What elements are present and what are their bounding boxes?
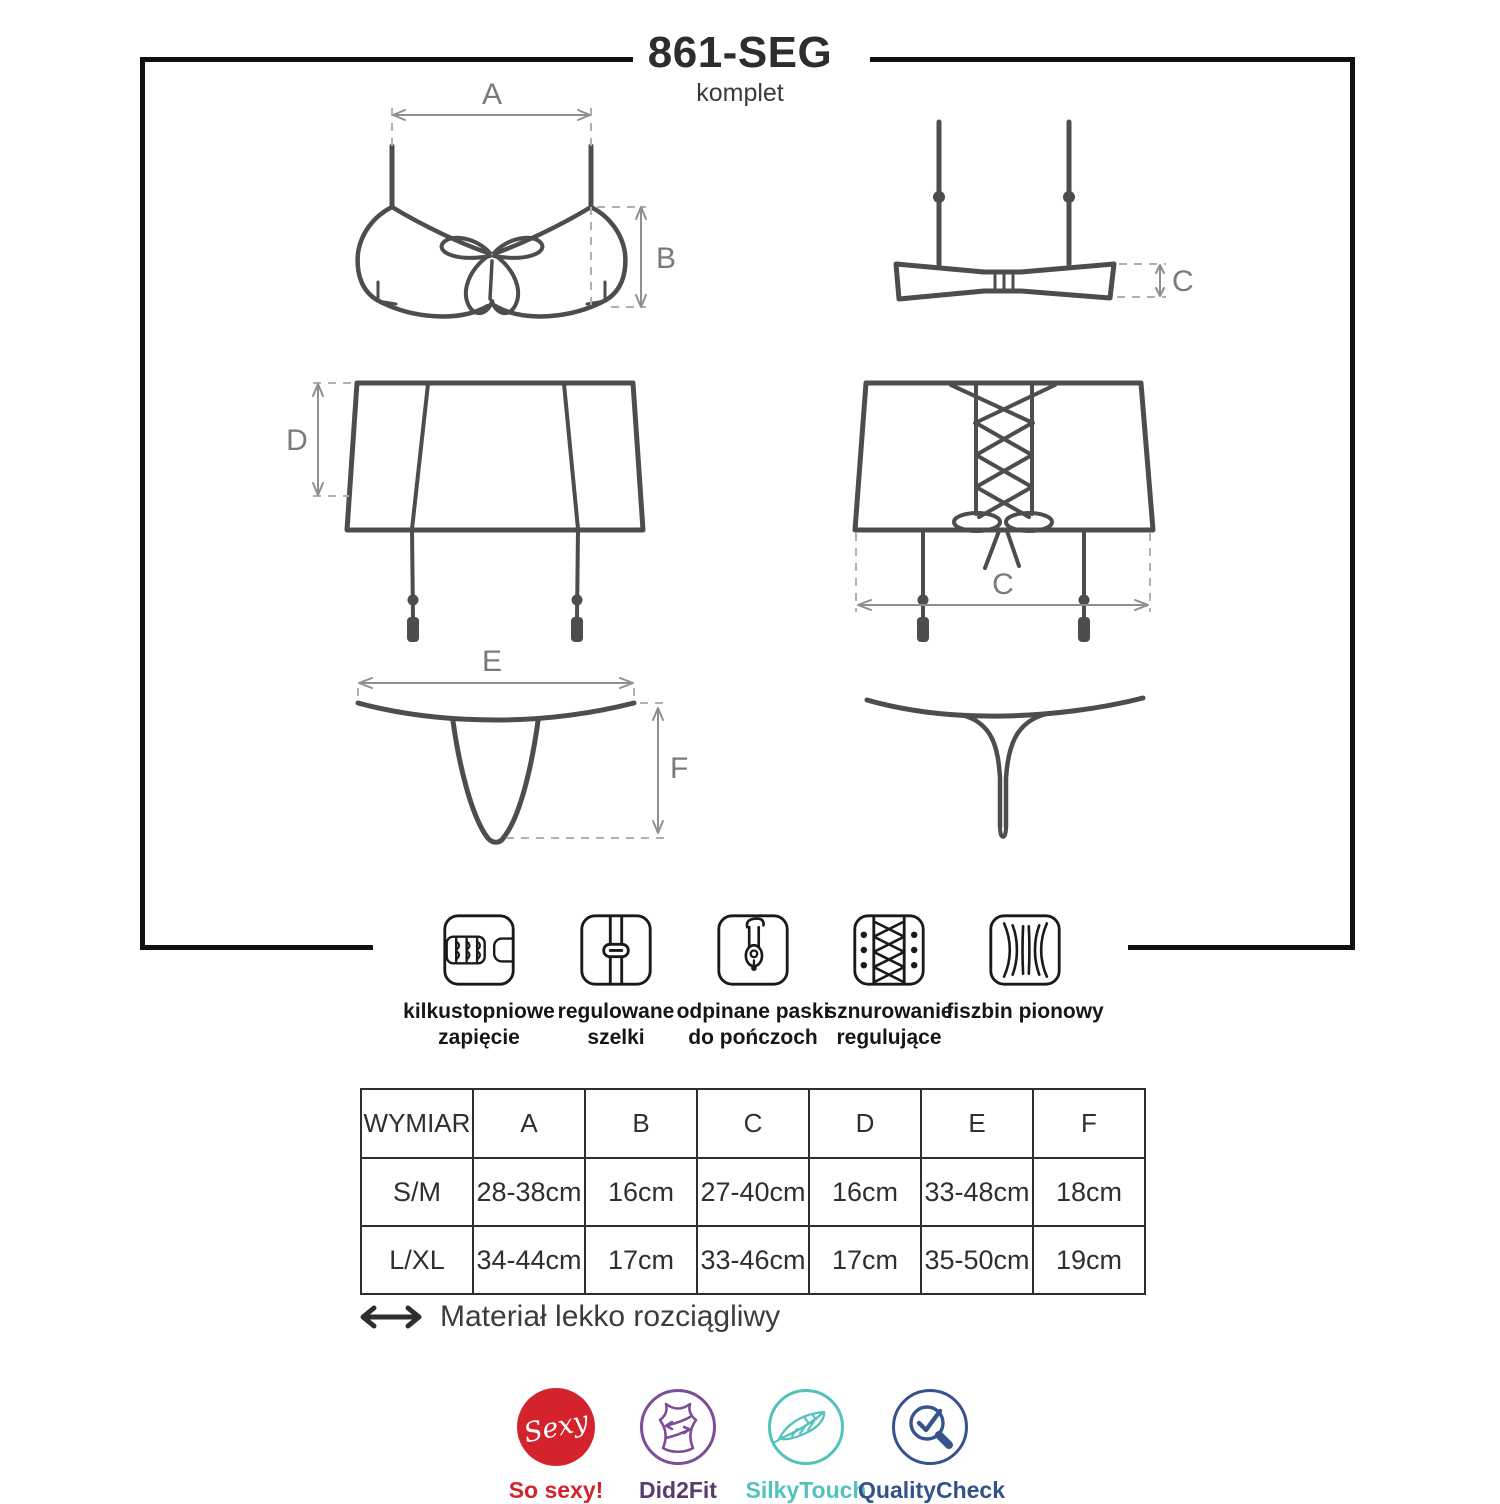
size-table-row-sm (361, 1158, 1145, 1226)
product-code: 861-SEG (647, 28, 833, 77)
badge-silkytouch (734, 1387, 878, 1504)
size-label: L/XL (361, 1226, 473, 1294)
strap-slider-icon (578, 912, 654, 988)
vertical-boning-icon (987, 912, 1063, 988)
product-type: komplet (696, 79, 784, 108)
dim-label-d: D (286, 424, 308, 457)
size-table-header-cell: A (473, 1089, 585, 1158)
size-table-header-cell: C (697, 1089, 809, 1158)
feature-label-line1: fiszbin pionowy (946, 1000, 1104, 1023)
size-table-header-cell: D (809, 1089, 921, 1158)
size-value: 17cm (585, 1226, 697, 1294)
size-value: 33-48cm (921, 1158, 1033, 1226)
feature-label-line2: zapięcie (438, 1026, 520, 1050)
thong-front-drawing (358, 703, 634, 842)
qualitycheck-magnifier-icon (890, 1387, 970, 1467)
size-table-header-cell: B (585, 1089, 697, 1158)
size-value: 28-38cm (473, 1158, 585, 1226)
dim-label-f: F (670, 752, 689, 785)
dim-label-a: A (481, 78, 503, 111)
sexy-badge-icon (516, 1387, 596, 1467)
feature-label-line2: regulujące (836, 1026, 942, 1050)
dimension-arrows (313, 110, 1164, 833)
lacing-icon (851, 912, 927, 988)
size-value: 19cm (1033, 1226, 1145, 1294)
size-value: 27-40cm (697, 1158, 809, 1226)
size-table-header-row (361, 1089, 1145, 1158)
thong-back-drawing (867, 698, 1143, 837)
size-value: 34-44cm (473, 1226, 585, 1294)
dim-label-e: E (481, 645, 503, 678)
feature-label-line1: regulowane (557, 1000, 675, 1023)
size-table (360, 1088, 1146, 1295)
size-value: 17cm (809, 1226, 921, 1294)
material-note (358, 1300, 780, 1334)
silkytouch-feather-icon (766, 1387, 846, 1467)
material-note-text: Materiał lekko rozciągliwy (440, 1300, 781, 1333)
size-value: 18cm (1033, 1158, 1145, 1226)
badge-label: Did2Fit (639, 1477, 717, 1503)
badge-label: So sexy! (508, 1477, 604, 1503)
bra-front-drawing (358, 146, 626, 316)
feature-label-line1: kilkustopniowe (403, 1000, 555, 1023)
badge-did2fit (606, 1387, 750, 1504)
feature-vertical-boning (940, 912, 1110, 1025)
feature-label-line2: szelki (587, 1026, 645, 1050)
dim-label-b: B (656, 242, 677, 275)
dim-label-c-bra: C (1172, 265, 1194, 298)
size-table-header-cell: WYMIAR (361, 1089, 473, 1158)
feature-label-line1: odpinane paski (676, 1000, 830, 1023)
feature-label-line2: do pończoch (688, 1026, 818, 1050)
garter-skirt-front-drawing (347, 383, 643, 642)
size-table-header-cell: E (921, 1089, 1033, 1158)
size-value: 16cm (809, 1158, 921, 1226)
dim-label-c-skirt: C (992, 568, 1014, 601)
bra-back-drawing (896, 122, 1114, 299)
badge-label: SilkyTouch (745, 1477, 867, 1503)
garter-clip-icon (715, 912, 791, 988)
hook-eye-closure-icon (441, 912, 517, 988)
dimension-extension-lines (313, 108, 1166, 838)
size-value: 33-46cm (697, 1226, 809, 1294)
stretch-arrow-icon (358, 1301, 424, 1333)
size-value: 16cm (585, 1158, 697, 1226)
garter-skirt-back-drawing (855, 383, 1153, 642)
size-table-row-lxl (361, 1226, 1145, 1294)
size-value: 35-50cm (921, 1226, 1033, 1294)
size-table-header-cell: F (1033, 1089, 1145, 1158)
feature-label-line1: sznurowanie (825, 1000, 953, 1023)
badge-label: QualityCheck (858, 1477, 1005, 1503)
did2fit-icon (638, 1387, 718, 1467)
size-label: S/M (361, 1158, 473, 1226)
badge-qualitycheck (858, 1387, 1005, 1504)
sexy-badge-text: Sexy (521, 1405, 592, 1450)
